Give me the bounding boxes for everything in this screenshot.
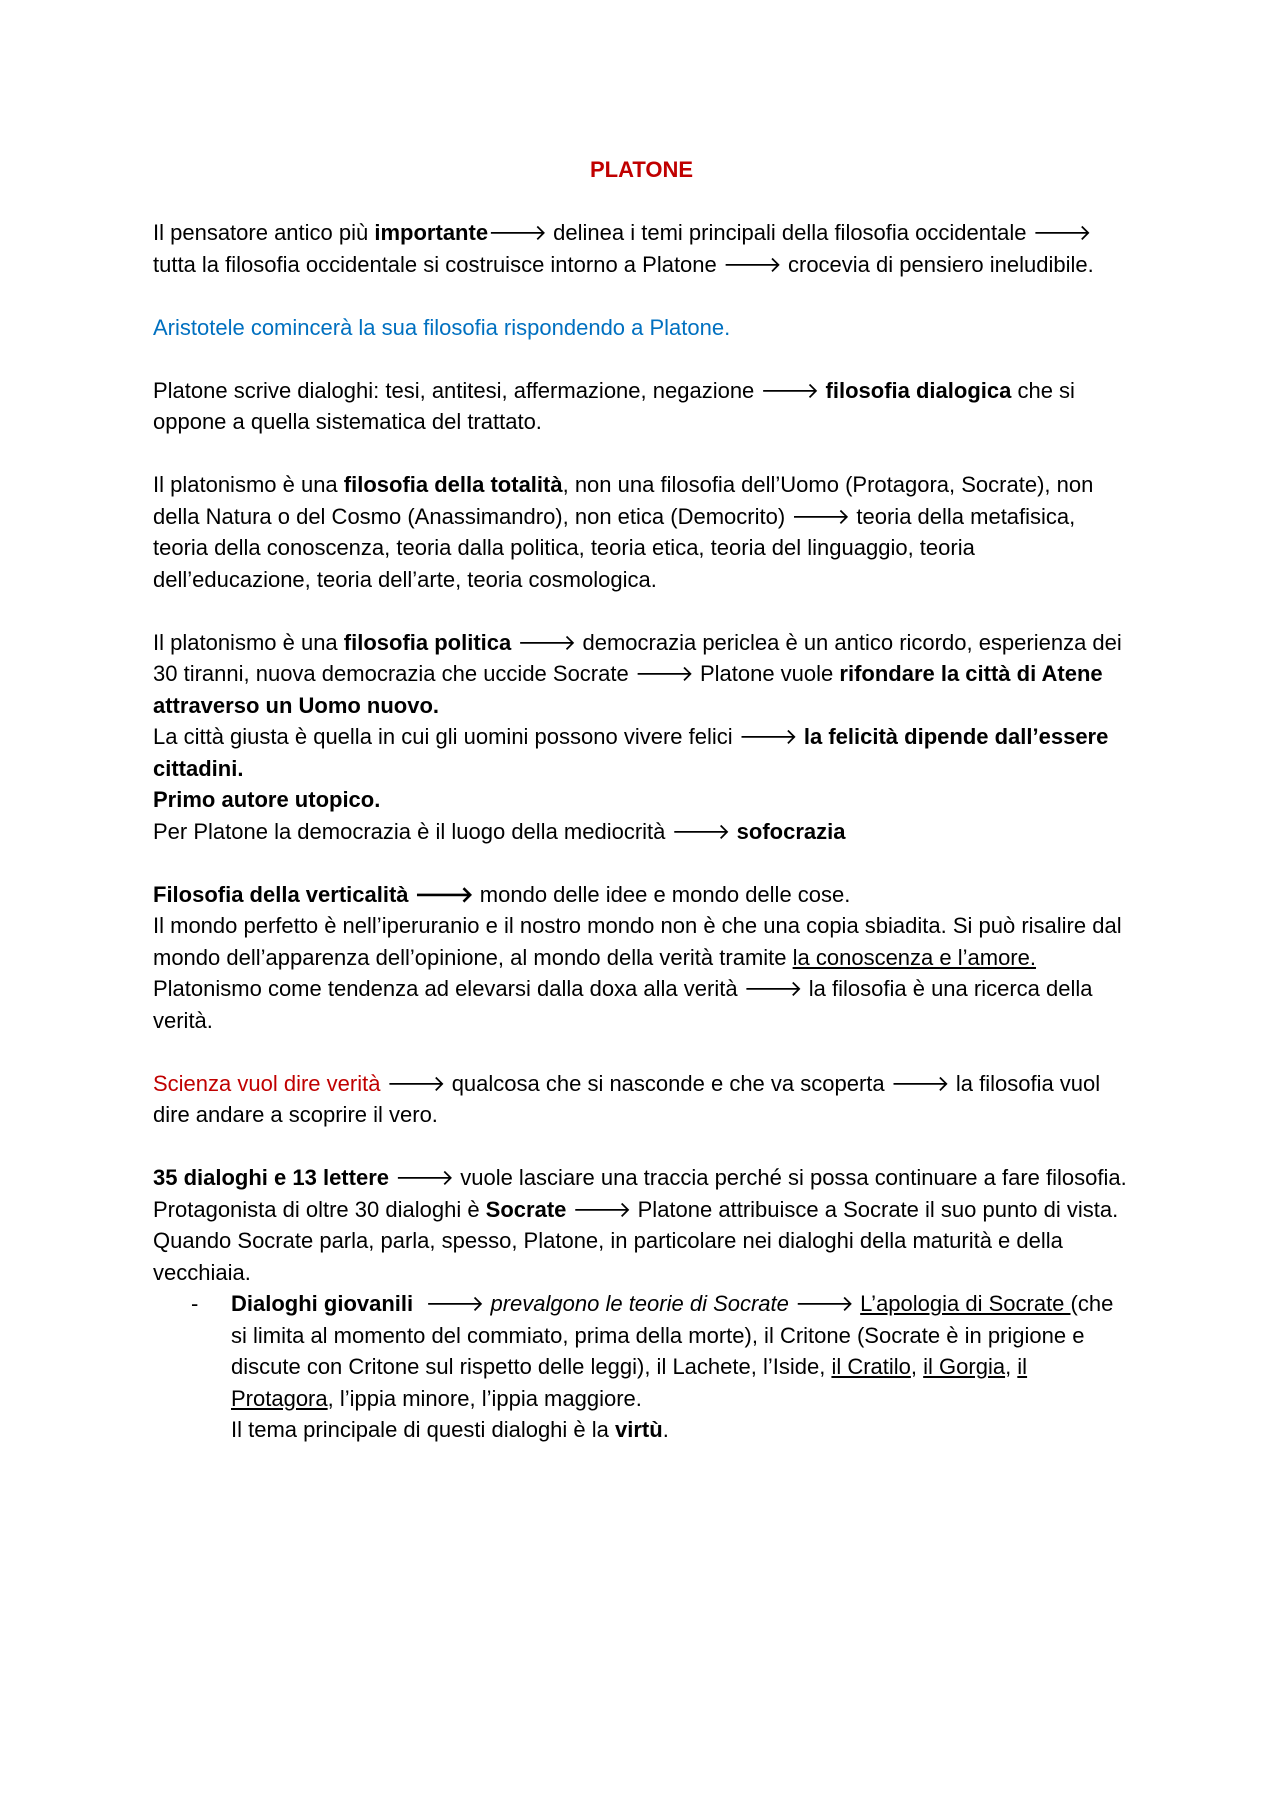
paragraph-scienza: Scienza vuol dire verità 🡒 qualcosa che si nasconde e che va scoperta 🡒 la filosofia vuol dire andare a scoprire il vero. [153, 1070, 1101, 1127]
arrow-icon: 🡒 [517, 629, 577, 655]
arrow-icon: 🡒 [791, 503, 851, 529]
page-title: PLATONE [589, 157, 694, 182]
paragraph-socrate: Protagonista di oltre 30 dialoghi è Socrate 🡒 Platone attribuisce a Socrate il suo punto di vista. Quando Socrate parla, parla, spesso, Platone, in particolare nei dialoghi della maturità e della vecchiaia. [153, 1196, 1119, 1285]
arrow-icon: 🡒 [743, 976, 803, 1001]
paragraph-totalita: Il platonismo è una filosofia della totalità, non una filosofia dell’Uomo (Protagora, Socrate), non della Natura o del Cosmo (Anassimandro), non etica (Democrito) 🡒 teoria della metafisica, teoria della conoscenza, teoria dalla politica, teoria etica, teoria del linguaggio, teoria dell’educazione, teoria dell’arte, teoria cosmologica. [153, 472, 1094, 592]
arrow-icon: 🡒 [386, 1070, 446, 1096]
paragraph-politica: Il platonismo è una filosofia politica 🡒 democrazia periclea è un antico ricordo, esperienza dei 30 tiranni, nuova democrazia che uccide Socrate 🡒 Platone vuole rifondare la città di Atene attraverso un Uomo nuovo. [153, 629, 1122, 718]
paragraph-intro: Il pensatore antico più importante🡒 delinea i temi principali della filosofia occidentale 🡒 tutta la filosofia occidentale si costruisce intorno a Platone 🡒 crocevia di pensiero ineludibile. [153, 220, 1094, 277]
list-dash: - [191, 1291, 199, 1316]
paragraph-dialoghi: Platone scrive dialoghi: tesi, antitesi, affermazione, negazione 🡒 filosofia dialogica che si oppone a quella sistematica del trattato. [153, 377, 1075, 434]
arrow-icon: 🡒 [1032, 220, 1092, 245]
paragraph-sofocrazia: Per Platone la democrazia è il luogo della mediocrità 🡒 sofocrazia [153, 818, 846, 844]
arrow-icon: 🡒 [634, 661, 694, 686]
arrow-icon: 🡒 [795, 1291, 855, 1316]
paragraph-citta-giusta: La città giusta è quella in cui gli uomini possono vivere felici 🡒 la felicità dipende dall’essere cittadini. [153, 724, 1109, 781]
arrow-icon: 🡒 [738, 724, 798, 749]
paragraph-utopico: Primo autore utopico. [153, 787, 381, 812]
paragraph-iperuranio: Il mondo perfetto è nell’iperuranio e il nostro mondo non è che una copia sbiadita. Si può risalire dal mondo dell’apparenza dell’opinione, al mondo della verità tramite la conoscenza e l’amore. [153, 913, 1122, 970]
arrow-icon: 🡒 [414, 881, 474, 907]
arrow-icon: 🡒 [671, 818, 731, 844]
paragraph-verticalita: Filosofia della verticalità 🡒 mondo delle idee e mondo delle cose. [153, 881, 851, 907]
arrow-icon: 🡒 [760, 377, 820, 403]
arrow-icon: 🡒 [722, 251, 782, 277]
paragraph-aristotele: Aristotele comincerà la sua filosofia rispondendo a Platone. [153, 314, 731, 340]
paragraph-doxa: Platonismo come tendenza ad elevarsi dalla doxa alla verità 🡒 la filosofia è una ricerca della verità. [153, 976, 1093, 1033]
arrow-icon: 🡒 [488, 220, 548, 245]
arrow-icon: 🡒 [572, 1196, 632, 1222]
arrow-icon: 🡒 [425, 1291, 485, 1316]
arrow-icon: 🡒 [395, 1165, 455, 1190]
paragraph-opere: 35 dialoghi e 13 lettere 🡒 vuole lasciare una traccia perché si possa continuare a fare filosofia. [153, 1165, 1127, 1190]
list-item: - Dialoghi giovanili 🡒 prevalgono le teorie di Socrate 🡒 L’apologia di Socrate (che si limita al momento del commiato, prima della morte), il Critone (Socrate è in prigione e discute con Critone sul rispetto delle leggi), il Lachete, l’Iside, il Cratilo, il Gorgia, il Protagora, l’ippia minore, l’ippia maggiore. Il tema principale di questi dialoghi è la virtù. [153, 1288, 1130, 1446]
arrow-icon: 🡒 [890, 1070, 950, 1096]
dialoghi-list [153, 1288, 1130, 1446]
